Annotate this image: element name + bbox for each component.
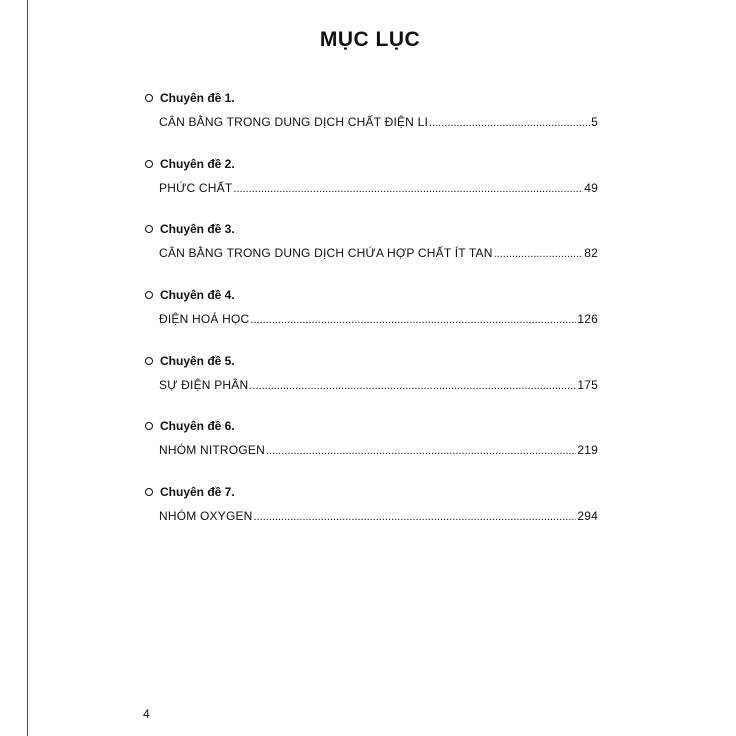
bullet-circle-icon <box>145 225 153 233</box>
chapter-heading: CÂN BẰNG TRONG DUNG DỊCH CHẤT ĐIỆN LI <box>159 115 428 129</box>
toc-line <box>159 509 598 523</box>
toc-entry <box>144 89 598 155</box>
dot-leader <box>233 183 583 195</box>
topic-row <box>144 89 598 107</box>
page-reference: 49 <box>584 180 598 195</box>
page-edge-line <box>27 0 28 736</box>
toc-entry <box>144 417 598 483</box>
dot-leader <box>429 117 590 129</box>
page-reference: 5 <box>591 115 598 129</box>
toc-entry <box>144 352 598 418</box>
bullet-circle-icon <box>145 291 153 299</box>
topic-row <box>144 155 598 173</box>
chapter-heading: NHÓM OXYGEN <box>159 509 253 524</box>
bullet-circle-icon <box>145 422 153 430</box>
chapter-heading: PHỨC CHẤT <box>159 180 233 195</box>
topic-row <box>144 417 598 435</box>
toc-entry <box>144 155 598 221</box>
dot-leader <box>266 445 576 457</box>
toc-entry <box>144 220 598 286</box>
table-of-contents <box>144 89 598 549</box>
dot-leader <box>254 511 577 523</box>
topic-label: Chuyên đề 5. <box>160 353 235 368</box>
chapter-heading: ĐIỆN HOÁ HỌC <box>159 312 250 327</box>
topic-label: Chuyên đề 1. <box>160 91 235 105</box>
toc-line <box>159 378 598 392</box>
topic-label: Chuyên đề 2. <box>160 156 235 171</box>
topic-row <box>144 352 598 370</box>
toc-line <box>159 115 598 129</box>
dot-leader <box>249 380 576 392</box>
dot-leader <box>494 248 584 260</box>
footer-page-number: 4 <box>143 707 150 721</box>
dot-leader <box>250 314 576 326</box>
toc-entry <box>144 483 598 549</box>
topic-label: Chuyên đề 3. <box>160 222 235 237</box>
topic-row <box>144 220 598 238</box>
page-title: MỤC LỤC <box>319 28 421 51</box>
toc-entry <box>144 286 598 352</box>
topic-row <box>144 483 598 501</box>
page-reference: 294 <box>577 509 598 524</box>
chapter-heading: NHÓM NITROGEN <box>159 443 265 458</box>
bullet-circle-icon <box>145 488 153 496</box>
page-reference: 82 <box>584 246 598 261</box>
bullet-circle-icon <box>145 94 153 102</box>
topic-label: Chuyên đề 4. <box>160 288 235 303</box>
chapter-heading: CÂN BẰNG TRONG DUNG DỊCH CHỨA HỢP CHẤT ÍT TAN <box>159 246 493 261</box>
toc-line <box>159 312 598 326</box>
chapter-heading: SỰ ĐIỆN PHÂN <box>159 377 249 392</box>
bullet-circle-icon <box>145 160 153 168</box>
topic-label: Chuyên đề 6. <box>160 419 235 434</box>
page-reference: 219 <box>577 443 598 458</box>
page-reference: 126 <box>577 312 598 327</box>
toc-line <box>159 181 598 195</box>
page-reference: 175 <box>577 377 598 392</box>
toc-line <box>159 246 598 260</box>
topic-row <box>144 286 598 304</box>
topic-label: Chuyên đề 7. <box>160 485 235 500</box>
bullet-circle-icon <box>145 357 153 365</box>
toc-line <box>159 443 598 457</box>
